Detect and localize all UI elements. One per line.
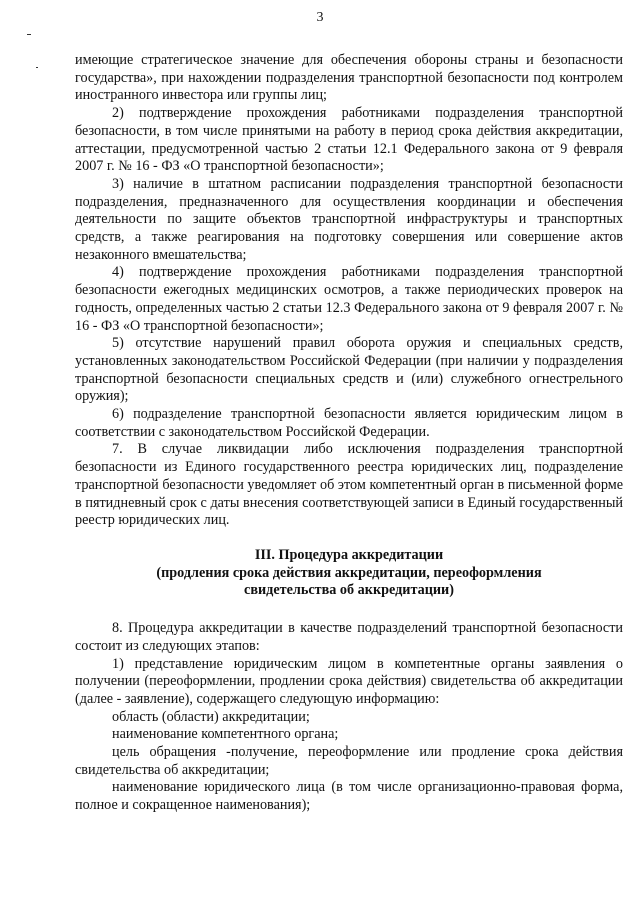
paragraph: 1) представление юридическим лицом в компетентные органы заявления о получении (переоформлении, продлении срока действия) свидетельства об аккредитации (далее - заявление), содержащего следующую информацию: [75,655,623,707]
scan-speck [27,34,31,35]
paragraph: 3) наличие в штатном расписании подразделения транспортной безопасности подразделения, предназначенного для осуществления координации и обеспечения деятельности по защите объектов транспортной инфраструктуры и транспортных средств, а также реагирования на подготовку совершения или совершение актов незаконного вмешательства; [75,175,623,263]
heading-line: (продления срока действия аккредитации, переоформления [156,564,542,581]
scan-speck [36,67,38,68]
paragraph: наименование компетентного органа; [112,726,339,743]
paragraph: 4) подтверждение прохождения работниками подразделения транспортной безопасности ежегодных медицинских осмотров, а также периодических проверок на годность, определенных частью 2 статьи 12.3 Федерального закона от 9 февраля 2007 г. № 16 - ФЗ «О транспортной безопасности»; [75,264,623,334]
heading-line: III. Процедура аккредитации [254,546,444,563]
paragraph: область (области) аккредитации; [112,708,310,725]
paragraph: 7. В случае ликвидации либо исключения подразделения транспортной безопасности из Единого государственного реестра юридических лиц, подразделение транспортной безопасности уведомляет об этом компетентный орган в письменной форме в пятидневный срок с даты внесения соответствующей записи в Единый государственный реестр юридических лиц. [75,441,623,529]
document-body [75,52,623,815]
paragraph: цель обращения -получение, переоформление или продление срока действия свидетельства об аккредитации; [75,744,623,778]
page-number: 3 [316,10,324,25]
section-heading [75,547,623,600]
paragraph: 6) подразделение транспортной безопасности является юридическим лицом в соответствии с законодательством Российской Федерации. [75,406,623,440]
paragraph: наименование юридического лица (в том числе организационно-правовая форма, полное и сокращенное наименования); [75,779,623,814]
paragraph: имеющие стратегическое значение для обеспечения обороны страны и безопасности государства», при нахождении подразделения транспортной безопасности под контролем иностранного инвестора или группы лиц; [75,52,623,104]
heading-line: свидетельства об аккредитации) [244,582,454,599]
paragraph: 8. Процедура аккредитации в качестве подразделений транспортной безопасности состоит из следующих этапов: [75,620,623,654]
paragraph: 5) отсутствие нарушений правил оборота оружия и специальных средств, установленных законодательством Российской Федерации (при наличии у подразделения транспортной безопасности специальных средств и (или) служебного огнестрельного оружия); [75,335,623,405]
paragraph: 2) подтверждение прохождения работниками подразделения транспортной безопасности, в том числе принятыми на работу в период срока действия аккредитации, аттестации, предусмотренной частью 2 статьи 12.1 Федерального закона от 9 февраля 2007 г. № 16 - ФЗ «О транспортной безопасности»; [75,105,623,175]
